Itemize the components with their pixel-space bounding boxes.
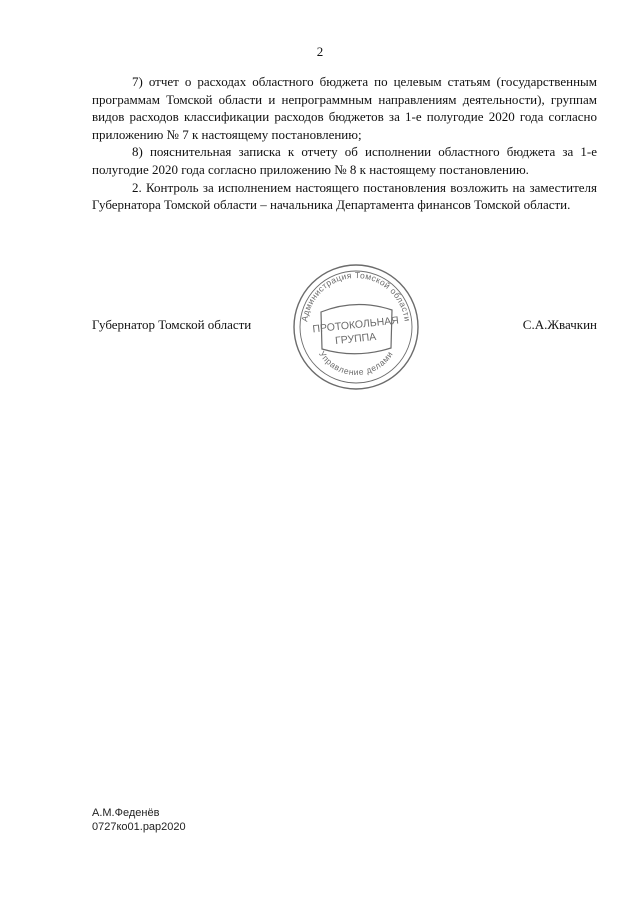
stamp-ring-top-text: Администрация Томской области [299, 269, 413, 323]
stamp-center-line-1: ПРОТОКОЛЬНАЯ [311, 314, 400, 336]
stamp-ring-bottom-text: Управление делами [317, 349, 395, 378]
executor-name: А.М.Феденёв [92, 807, 160, 819]
document-code: 0727ко01.рар2020 [92, 821, 186, 833]
signatory-name: С.А.Жвачкин [522, 317, 597, 332]
paragraph-item-7: 7) отчет о расходах областного бюджета по целевым статьям (государственным программам Томской области и непрограммным направлениям деятельности), группам видов расходов классификации расходов бюджетов за 1-е полугодие 2020 года согласно приложению № 7 к настоящему постановлению; [92, 74, 597, 142]
stamp-graphic [291, 262, 421, 392]
stamp-center-line-2: ГРУППА [334, 330, 377, 348]
document-footer [92, 806, 186, 834]
signatory-position: Губернатор Томской области [92, 317, 252, 332]
official-stamp [291, 262, 421, 392]
paragraph-item-2: 2. Контроль за исполнением настоящего постановления возложить на заместителя Губернатора Томской области – начальника Департамента финансов Томской области. [92, 179, 597, 213]
page-number: 2 [316, 44, 324, 59]
document-body [92, 73, 597, 214]
paragraph-item-8: 8) пояснительная записка к отчету об исполнении областного бюджета за 1-е полугодие 2020 года согласно приложению № 8 к настоящему постановлению. [92, 144, 597, 177]
